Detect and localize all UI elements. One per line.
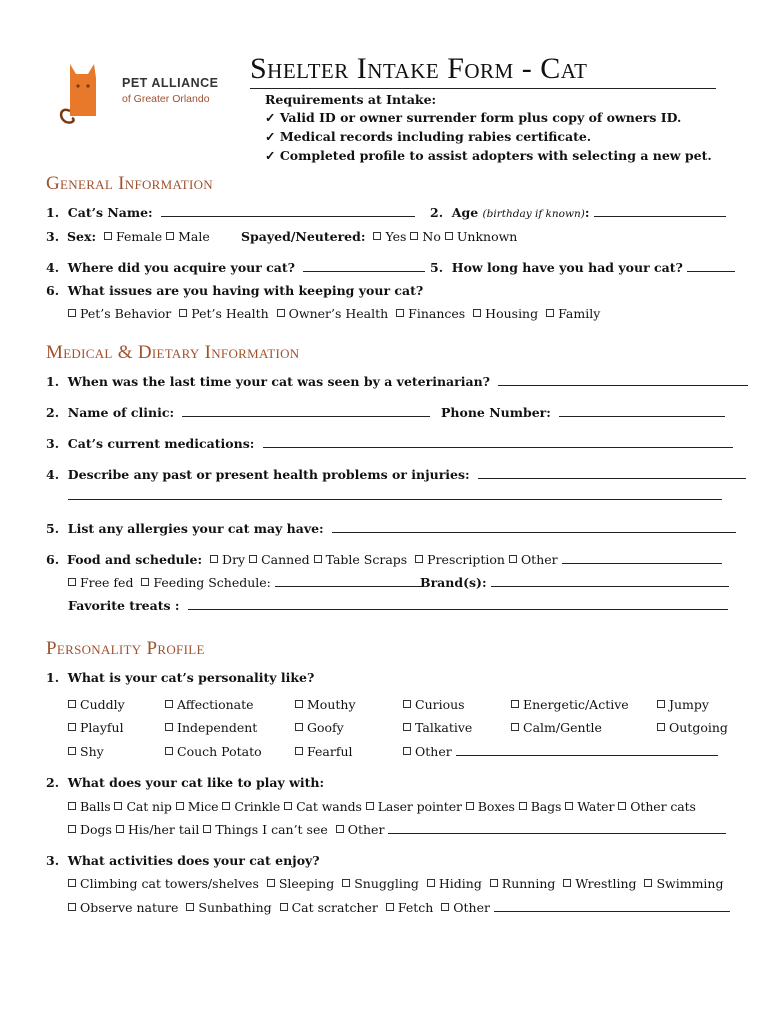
requirements-heading: Requirements at Intake: xyxy=(265,92,437,107)
clinic-input[interactable] xyxy=(182,406,430,417)
checkbox-prescription[interactable]: Prescription xyxy=(415,552,505,567)
title-rule xyxy=(250,88,716,89)
checkbox-canned[interactable]: Canned xyxy=(249,552,310,567)
checkbox-issue[interactable]: Finances xyxy=(396,306,465,321)
field-age: 2. Age (birthday if known): xyxy=(430,205,726,220)
field-health-problems: 4. Describe any past or present health problems or injuries: xyxy=(46,467,746,482)
field-feeding xyxy=(68,575,423,590)
checkbox-free-fed[interactable]: Free fed xyxy=(68,575,133,590)
trait-option[interactable]: Talkative xyxy=(403,720,472,735)
checkbox-activity[interactable]: Cat scratcher xyxy=(280,900,378,915)
play-options-row1 xyxy=(68,799,696,814)
allergies-input[interactable] xyxy=(332,522,736,533)
field-brands: Brand(s): xyxy=(420,575,729,590)
checkbox-issue[interactable]: Housing xyxy=(473,306,538,321)
field-treats: Favorite treats : xyxy=(68,598,728,613)
trait-option[interactable]: Outgoing xyxy=(657,720,728,735)
field-clinic: 2. Name of clinic: xyxy=(46,405,430,420)
section-heading-medical: Medical & Dietary Information xyxy=(46,342,300,363)
checkbox-female[interactable]: Female xyxy=(104,229,162,244)
checkbox-activity[interactable]: Observe nature xyxy=(68,900,178,915)
trait-option[interactable]: Curious xyxy=(403,697,465,712)
health-problems-input[interactable] xyxy=(478,468,746,479)
requirement-item: ✓ Valid ID or owner surrender form plus copy of owners ID. xyxy=(265,110,682,125)
checkbox-play[interactable]: Cat nip xyxy=(114,799,171,814)
checkbox-issue[interactable]: Family xyxy=(546,306,600,321)
checkbox-play[interactable]: His/her tail xyxy=(116,822,199,837)
field-activities: 3. What activities does your cat enjoy? xyxy=(46,853,320,868)
checkbox-unknown[interactable]: Unknown xyxy=(445,229,518,244)
play-other-input[interactable] xyxy=(388,823,726,834)
activity-other-input[interactable] xyxy=(494,901,730,912)
trait-option[interactable]: Couch Potato xyxy=(165,744,262,759)
trait-option[interactable]: Goofy xyxy=(295,720,344,735)
requirement-item: ✓ Medical records including rabies certificate. xyxy=(265,129,592,144)
checkbox-issue[interactable]: Pet’s Health xyxy=(179,306,268,321)
org-name: PET ALLIANCE xyxy=(122,76,219,90)
field-play: 2. What does your cat like to play with: xyxy=(46,775,325,790)
checkbox-feeding-schedule[interactable]: Feeding Schedule: xyxy=(141,575,270,590)
checkbox-activity[interactable]: Sunbathing xyxy=(186,900,271,915)
trait-option[interactable]: Calm/Gentle xyxy=(511,720,602,735)
section-heading-personality: Personality Profile xyxy=(46,638,205,659)
trait-option[interactable]: Mouthy xyxy=(295,697,356,712)
feeding-schedule-input[interactable] xyxy=(275,576,423,587)
requirement-item: ✓ Completed profile to assist adopters with selecting a new pet. xyxy=(265,148,712,163)
checkbox-play[interactable]: Crinkle xyxy=(222,799,280,814)
logo xyxy=(56,56,246,126)
checkmark-icon: ✓ xyxy=(265,148,276,163)
checkbox-activity[interactable]: Fetch xyxy=(386,900,433,915)
cat-logo-icon xyxy=(56,56,112,126)
activity-options-row2 xyxy=(68,900,730,915)
checkbox-activity[interactable]: Running xyxy=(490,876,556,891)
trait-option[interactable]: Cuddly xyxy=(68,697,125,712)
checkbox-activity[interactable]: Snuggling xyxy=(342,876,419,891)
acquire-input[interactable] xyxy=(303,261,425,272)
checkbox-play[interactable]: Laser pointer xyxy=(366,799,462,814)
medications-input[interactable] xyxy=(263,437,733,448)
checkbox-male[interactable]: Male xyxy=(166,229,210,244)
trait-option[interactable]: Independent xyxy=(165,720,257,735)
section-heading-general: General Information xyxy=(46,173,213,194)
how-long-input[interactable] xyxy=(687,261,735,272)
trait-option[interactable]: Jumpy xyxy=(657,697,709,712)
checkbox-play[interactable]: Other cats xyxy=(618,799,696,814)
trait-option[interactable]: Playful xyxy=(68,720,124,735)
checkbox-play[interactable]: Bags xyxy=(519,799,562,814)
checkbox-activity[interactable]: Sleeping xyxy=(267,876,334,891)
field-sex: 3. Sex: Female Male xyxy=(46,229,210,244)
field-cat-name: 1. Cat’s Name: xyxy=(46,205,415,220)
trait-option-other[interactable]: Other xyxy=(403,744,718,759)
checkmark-icon: ✓ xyxy=(265,110,276,125)
play-options-row2 xyxy=(68,822,726,837)
checkbox-issue[interactable]: Owner’s Health xyxy=(277,306,389,321)
checkbox-play[interactable]: Boxes xyxy=(466,799,515,814)
checkbox-activity[interactable]: Hiding xyxy=(427,876,482,891)
checkbox-activity[interactable]: Swimming xyxy=(644,876,723,891)
field-vet-visit: 1. When was the last time your cat was seen by a veterinarian? xyxy=(46,374,748,389)
activity-options-row1 xyxy=(68,876,724,891)
vet-visit-input[interactable] xyxy=(498,375,748,386)
checkbox-other-food[interactable]: Other xyxy=(509,552,558,567)
trait-option[interactable]: Shy xyxy=(68,744,104,759)
checkbox-play[interactable]: Balls xyxy=(68,799,111,814)
field-personality: 1. What is your cat’s personality like? xyxy=(46,670,315,685)
field-medications: 3. Cat’s current medications: xyxy=(46,436,733,451)
checkbox-no[interactable]: No xyxy=(410,229,440,244)
treats-input[interactable] xyxy=(188,599,728,610)
checkbox-play[interactable]: Cat wands xyxy=(284,799,362,814)
field-how-long: 5. How long have you had your cat? xyxy=(430,260,735,275)
field-phone: Phone Number: xyxy=(441,405,725,420)
checkbox-dry[interactable]: Dry xyxy=(210,552,245,567)
trait-option[interactable]: Energetic/Active xyxy=(511,697,629,712)
age-input[interactable] xyxy=(594,206,726,217)
trait-other-input[interactable] xyxy=(456,745,718,756)
checkbox-play[interactable]: Mice xyxy=(176,799,219,814)
field-issues: 6. What issues are you having with keeping your cat? xyxy=(46,283,424,298)
org-subtitle: of Greater Orlando xyxy=(122,93,210,105)
checkbox-yes[interactable]: Yes xyxy=(373,229,406,244)
checkbox-issue[interactable]: Pet’s Behavior xyxy=(68,306,171,321)
field-allergies: 5. List any allergies your cat may have: xyxy=(46,521,736,536)
phone-input[interactable] xyxy=(559,406,725,417)
checkmark-icon: ✓ xyxy=(265,129,276,144)
trait-option[interactable]: Fearful xyxy=(295,744,353,759)
trait-option[interactable]: Affectionate xyxy=(165,697,254,712)
brands-input[interactable] xyxy=(491,576,729,587)
checkbox-play-other[interactable]: Other xyxy=(336,822,385,837)
field-acquire: 4. Where did you acquire your cat? xyxy=(46,260,425,275)
form-title: Shelter Intake Form - Cat xyxy=(250,52,588,85)
checkbox-table-scraps[interactable]: Table Scraps xyxy=(314,552,408,567)
other-food-input[interactable] xyxy=(562,553,722,564)
issues-options xyxy=(68,306,600,321)
cat-name-input[interactable] xyxy=(161,206,415,217)
field-food: 6. Food and schedule: Dry Canned Table Scraps Prescription Other xyxy=(46,552,722,567)
checkbox-activity[interactable]: Wrestling xyxy=(563,876,636,891)
checkbox-play[interactable]: Water xyxy=(565,799,614,814)
checkbox-play[interactable]: Dogs xyxy=(68,822,112,837)
checkbox-activity[interactable]: Climbing cat towers/shelves xyxy=(68,876,259,891)
health-problems-input-line2[interactable] xyxy=(68,489,722,500)
checkbox-activity-other[interactable]: Other xyxy=(441,900,490,915)
checkbox-play[interactable]: Things I can’t see xyxy=(203,822,327,837)
field-spayed: Spayed/Neutered: Yes No Unknown xyxy=(241,229,518,244)
